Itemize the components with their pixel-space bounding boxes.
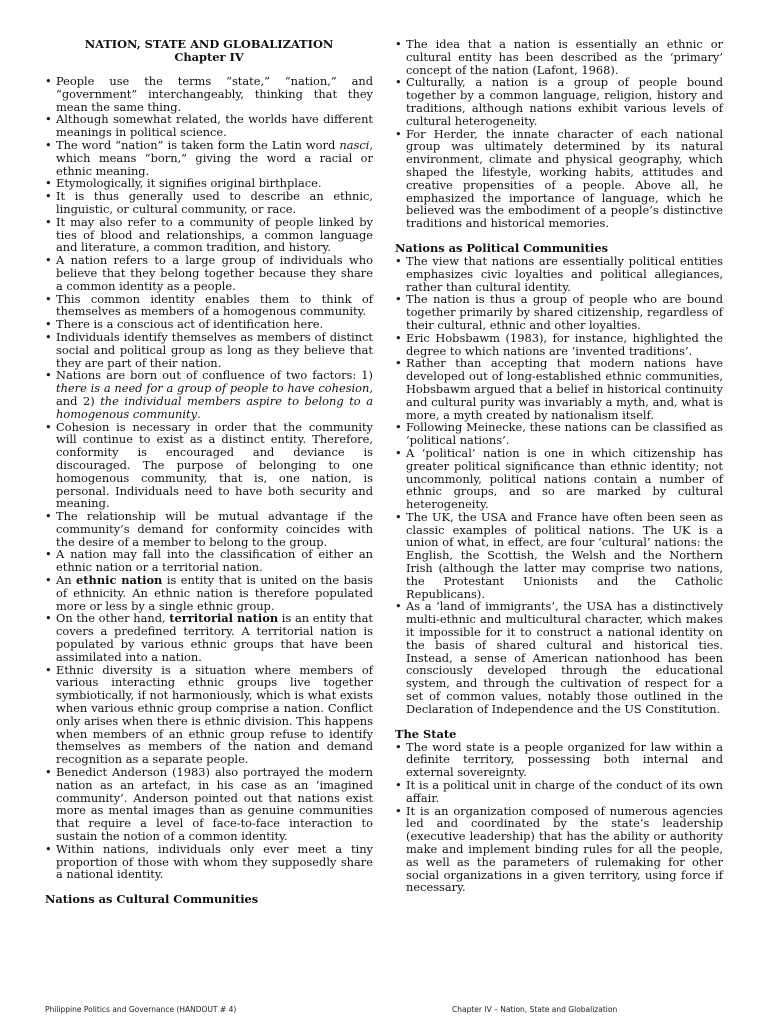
list-item: • The view that nations are essentially political entities emphasizes civic loyalties and political allegiances, rather than cultural identity.	[395, 255, 723, 293]
text-run: Individuals identify themselves as members of distinct social and political group as long as they believe that they are part of their nation.	[56, 329, 373, 370]
right-bullet-list-state	[395, 741, 723, 895]
text-run: A nation may fall into the classification of either an ethnic nation or a territorial nation.	[56, 547, 373, 575]
text-run: ethnic nation	[76, 573, 163, 588]
list-item	[45, 510, 373, 548]
text-run: It may also refer to a community of people linked by ties of blood and relationships, a common language and literature, a common tradition, and history.	[56, 214, 373, 255]
list-item	[45, 139, 373, 177]
section-heading-cultural: Nations as Cultural Communities	[45, 892, 259, 907]
list-item	[45, 612, 373, 663]
text-run: On the other hand,	[56, 611, 170, 626]
right-bullet-list-political	[395, 255, 723, 716]
text-run: The relationship will be mutual advantage if the community’s demand for conformity coincides with the desire of a member to belong to the group.	[56, 509, 373, 549]
list-item: • Following Meinecke, these nations can be classified as ‘political nations’.	[395, 421, 723, 447]
page-title: NATION, STATE AND GLOBALIZATION	[84, 37, 334, 51]
text-run: the individual members aspire to belong to a homogenous community	[56, 393, 373, 421]
section-heading-state: The State	[395, 726, 457, 741]
list-item	[45, 766, 373, 843]
list-item	[45, 331, 373, 369]
chapter-label: Chapter IV	[174, 50, 244, 64]
title-block	[45, 38, 373, 64]
text-run: An	[56, 573, 77, 588]
list-item: • The idea that a nation is essentially an ethnic or cultural entity has been described as the ‘primary’ concept of the nation (Lafont, 1968).	[395, 38, 723, 76]
list-item: • A ‘political’ nation is one in which citizenship has greater political significance than ethnic identity; not uncommonly, political nations contain a number of ethnic groups, and so are marked by cultural heterogeneity.	[395, 447, 723, 511]
spacer	[395, 716, 723, 728]
list-item	[45, 75, 373, 113]
list-item	[45, 113, 373, 139]
text-run: there is a need for a group of people to have cohesion,	[56, 381, 373, 396]
text-run: Cohesion is necessary in order that the community will continue to exist as a distinct entity. Therefore, conformity is encouraged and deviance is discouraged. The purpose of belonging to one homogenous community, that is, one nation, is personal. Individuals need to have both security and meaning.	[56, 419, 373, 511]
text-run: It is thus generally used to describe an ethnic, linguistic, or cultural community, or race.	[56, 189, 373, 216]
list-item: • Culturally, a nation is a group of people bound together by a common language, religion, history and traditions, although nations exhibit various levels of cultural heterogeneity.	[395, 76, 723, 127]
text-run: There is a conscious act of identification here.	[56, 317, 324, 332]
list-item: • The UK, the USA and France have often been seen as classic examples of political nations. The UK is a union of what, in effect, are four ‘cultural’ nations: the English, the Scottish, the Welsh and the Northern Irish (although the latter may comprise two nations, the Protestant Unionists and the Catholic Republicans).	[395, 511, 723, 601]
list-item: • The nation is thus a group of people who are bound together primarily by shared citizenship, regardless of their cultural, ethnic and other loyalties.	[395, 293, 723, 331]
text-run: Nations are born out of confluence of two factors: 1)	[56, 368, 373, 383]
list-item: • The word state is a people organized for law within a definite territory, possessing both internal and external sovereignty.	[395, 741, 723, 779]
list-item: • It is an organization composed of numerous agencies led and coordinated by the state’s leadership (executive leadership) that has the ability or authority make and implement binding rules for all the people, as well as the parameters of rulemaking for other social organizations in a given territory, using force if necessary.	[395, 805, 723, 895]
list-item: • As a ‘land of immigrants’, the USA has a distinctively multi-ethnic and multicultural character, which makes it impossible for it to construct a national identity on the basis of shared cultural and historical ties. Instead, a sense of American nationhood has been consciously developed through the educational system, and through the cultivation of respect for a set of common values, notably those outlined in the Declaration of Independence and the US Constitution.	[395, 600, 723, 715]
text-run: is an entity that covers a predefined territory. A territorial nation is populated by various ethnic groups that have been assimilated into a nation.	[56, 611, 373, 664]
left-bullet-list	[45, 75, 373, 881]
list-item	[45, 254, 373, 292]
text-run: .	[197, 406, 201, 421]
list-item: • Eric Hobsbawm (1983), for instance, highlighted the degree to which nations are ‘invented traditions’.	[395, 332, 723, 358]
text-run: Ethnic diversity is a situation where members of various interacting ethnic groups live together symbiotically, if not harmoniously, which is what exists when various ethnic group comprise a nation. Conflict only arises when there is ethnic division. This happens when members of an ethnic group refuse to identify themselves as members of the nation and demand recognition as a separate people.	[56, 662, 373, 767]
text-run: Although somewhat related, the worlds have different meanings in political science.	[56, 112, 373, 140]
list-item: • It is a political unit in charge of the conduct of its own affair.	[395, 779, 723, 805]
list-item	[45, 843, 373, 881]
list-item	[45, 421, 373, 511]
list-item: • For Herder, the innate character of each national group was ultimately determined by its natural environment, climate and physical geography, which shaped the lifestyle, working habits, attitudes and creative propensities of a people. Above all, he emphasized the importance of language, which he believed was the embodiment of a people’s distinctive traditions and historical memories.	[395, 128, 723, 230]
footer-right: Chapter IV – Nation, State and Globalization	[452, 1005, 618, 1014]
section-heading-political: Nations as Political Communities	[395, 240, 609, 255]
text-run: is entity that is united on the basis of ethnicity. An ethnic nation is therefore populated more or less by a single ethnic group.	[56, 573, 373, 613]
list-item	[45, 574, 373, 612]
text-run: A nation refers to a large group of individuals who believe that they belong together because they share a common identity as a people.	[56, 253, 373, 293]
list-item	[45, 369, 373, 420]
text-run: The word “nation” is taken form the Latin word	[56, 137, 340, 152]
list-item	[45, 664, 373, 766]
list-item	[45, 216, 373, 254]
list-item: • Rather than accepting that modern nations have developed out of long-established ethnic communities, Hobsbawm argued that a belief in historical continuity and cultural purity was invariably a myth, and, what is more, a myth created by nationalism itself.	[395, 357, 723, 421]
text-run: , which means “born,” giving the word a racial or ethnic meaning.	[56, 137, 373, 178]
list-item	[45, 293, 373, 319]
text-run: and 2)	[56, 393, 101, 408]
right-bullet-list-cultural	[395, 38, 723, 230]
text-run: People use the terms “state,” “nation,” and “government” interchangeably, thinking that they mean the same thing.	[56, 74, 373, 114]
list-item	[45, 548, 373, 574]
text-run: nasci	[339, 137, 370, 152]
text-run: Etymologically, it signifies original birthplace.	[56, 176, 322, 191]
footer-left: Philippine Politics and Governance (HANDOUT # 4)	[45, 1005, 237, 1014]
text-run: territorial nation	[169, 611, 279, 626]
list-item	[45, 190, 373, 216]
text-run: This common identity enables them to think of themselves as members of a homogenous community.	[56, 291, 373, 319]
text-run: Within nations, individuals only ever meet a tiny proportion of those with whom they supposedly share a national identity.	[56, 841, 373, 882]
text-run: Benedict Anderson (1983) also portrayed the modern nation as an artefact, in his case as an ‘imagined community’. Anderson pointed out that nations exist more as mental images than as genuine communities that require a level of face-to-face interaction to sustain the notion of a common identity.	[56, 765, 373, 844]
left-column	[45, 38, 373, 906]
right-column	[395, 38, 723, 894]
